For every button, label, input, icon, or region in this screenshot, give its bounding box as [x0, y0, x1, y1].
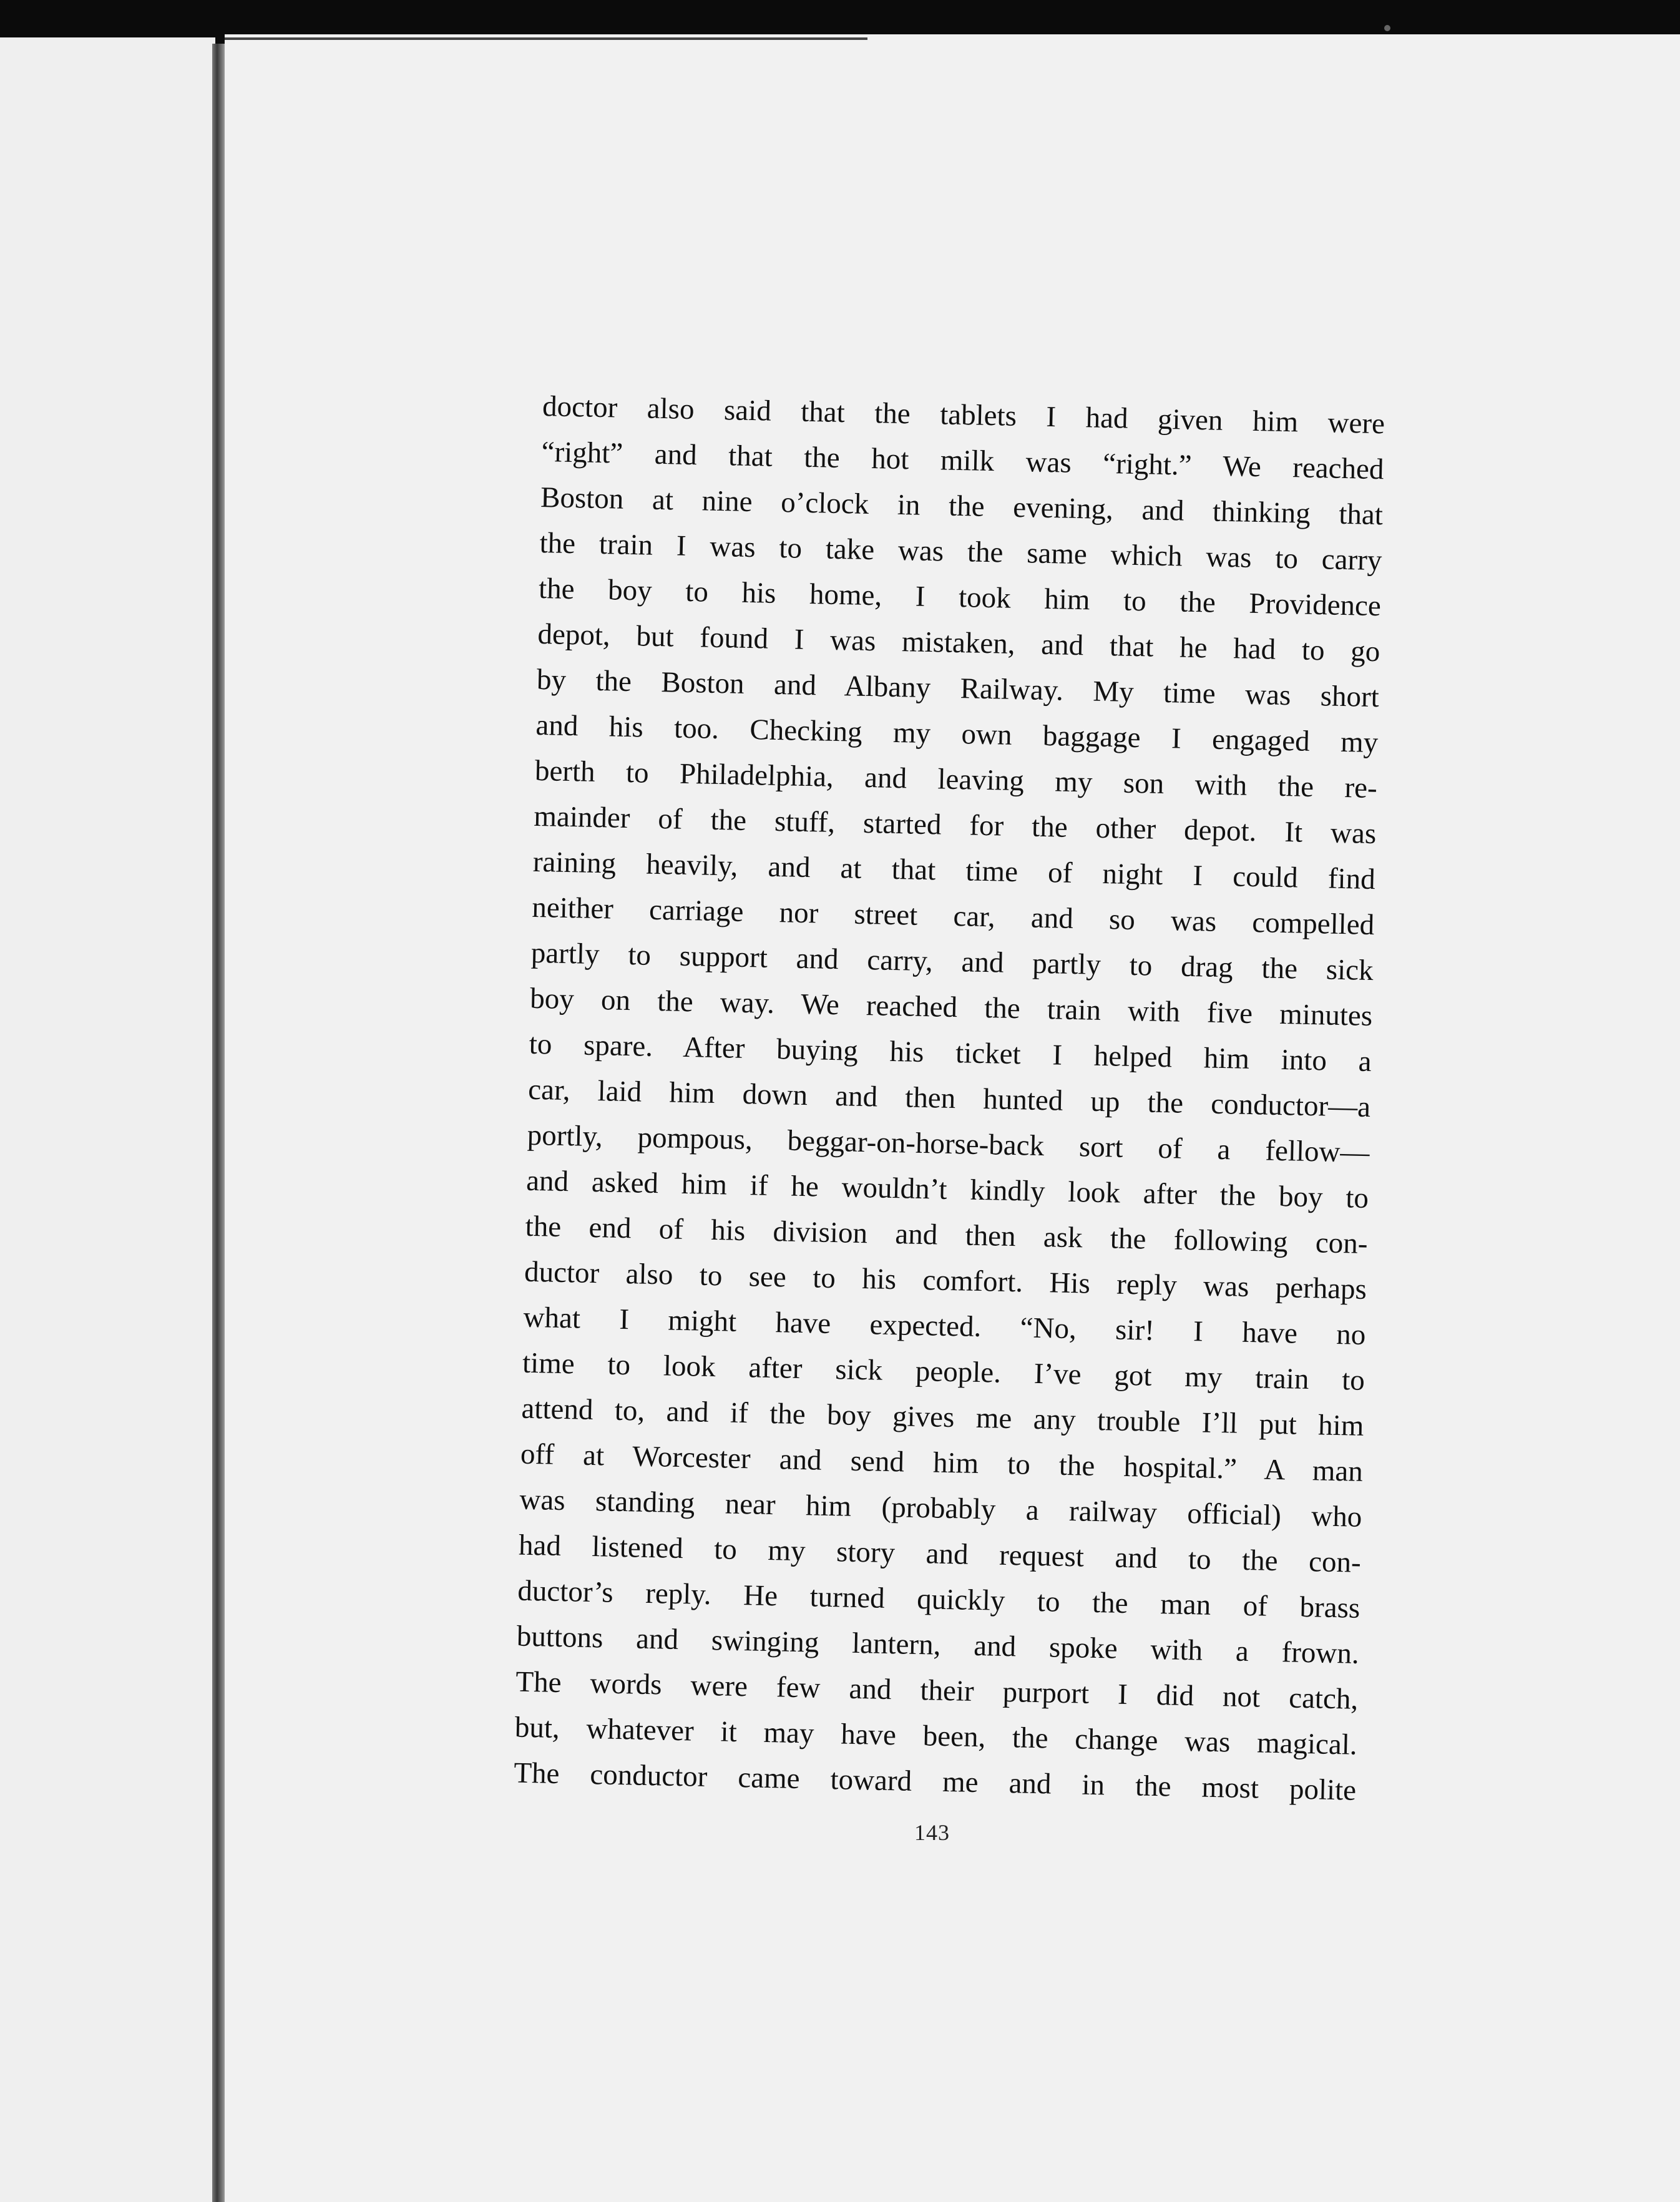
- text-line: off at Worcester and send him to the hospital.” A man: [520, 1437, 1364, 1488]
- text-line: The conductor came toward me and in the most polite: [513, 1756, 1357, 1807]
- page-gutter: [212, 44, 225, 2202]
- text-line: doctor also said that the tablets I had given him were: [542, 389, 1385, 441]
- text-line: to spare. After buying his ticket I helped him into a: [529, 1027, 1372, 1079]
- text-line: attend to, and if the boy gives me any trouble I’ll put him: [521, 1392, 1364, 1442]
- left-page: [0, 37, 215, 2202]
- text-line: and asked him if he wouldn’t kindly look after the boy to: [525, 1164, 1369, 1215]
- text-line: and his too. Checking my own baggage I engaged my: [535, 708, 1379, 760]
- body-text: [514, 384, 1385, 1814]
- text-line: portly, pompous, beggar-on-horse-back sort of a fellow—: [527, 1118, 1370, 1170]
- text-line: by the Boston and Albany Railway. My time was short: [536, 663, 1380, 714]
- text-line: raining heavily, and at that time of night I could find: [532, 845, 1376, 896]
- text-line: ductor also to see to his comfort. His reply was perhaps: [524, 1255, 1367, 1306]
- page-number: 143: [914, 1820, 950, 1845]
- text-line: car, laid him down and then hunted up the conductor—a: [527, 1073, 1371, 1124]
- text-line: berth to Philadelphia, and leaving my son with the re-: [534, 754, 1378, 805]
- text-line: The words were few and their purport I did not catch,: [515, 1665, 1359, 1716]
- text-line: depot, but found I was mistaken, and that he had to go: [537, 617, 1380, 668]
- scan-speck: [1384, 25, 1390, 31]
- text-line: partly to support and carry, and partly to drag the sick: [530, 936, 1374, 987]
- text-line: time to look after sick people. I’ve got my train to: [522, 1346, 1365, 1397]
- text-line: what I might have expected. “No, sir! I have no: [523, 1301, 1366, 1351]
- text-line: Boston at nine o’clock in the evening, and thinking that: [540, 481, 1384, 532]
- text-line: buttons and swinging lantern, and spoke with a frown.: [516, 1620, 1360, 1670]
- text-line: boy on the way. We reached the train with five minutes: [529, 982, 1373, 1033]
- text-line: had listened to my story and request and to the con-: [518, 1529, 1362, 1579]
- text-line: the boy to his home, I took him to the Providence: [538, 572, 1382, 623]
- text-line: was standing near him (probably a railway official) who: [519, 1483, 1362, 1534]
- text-line: the end of his division and then ask the following con-: [525, 1210, 1368, 1260]
- text-line: neither carriage nor street car, and so was compelled: [531, 891, 1375, 942]
- text-line: the train I was to take was the same which was to carry: [539, 526, 1382, 577]
- top-edge-shadow: [225, 37, 867, 40]
- text-line: “right” and that the hot milk was “right.” We reached: [541, 435, 1384, 486]
- text-line: ductor’s reply. He turned quickly to the man of brass: [517, 1574, 1360, 1625]
- text-line: but, whatever it may have been, the change was magical.: [514, 1711, 1358, 1761]
- text-line: mainder of the stuff, started for the other depot. It was: [533, 800, 1377, 851]
